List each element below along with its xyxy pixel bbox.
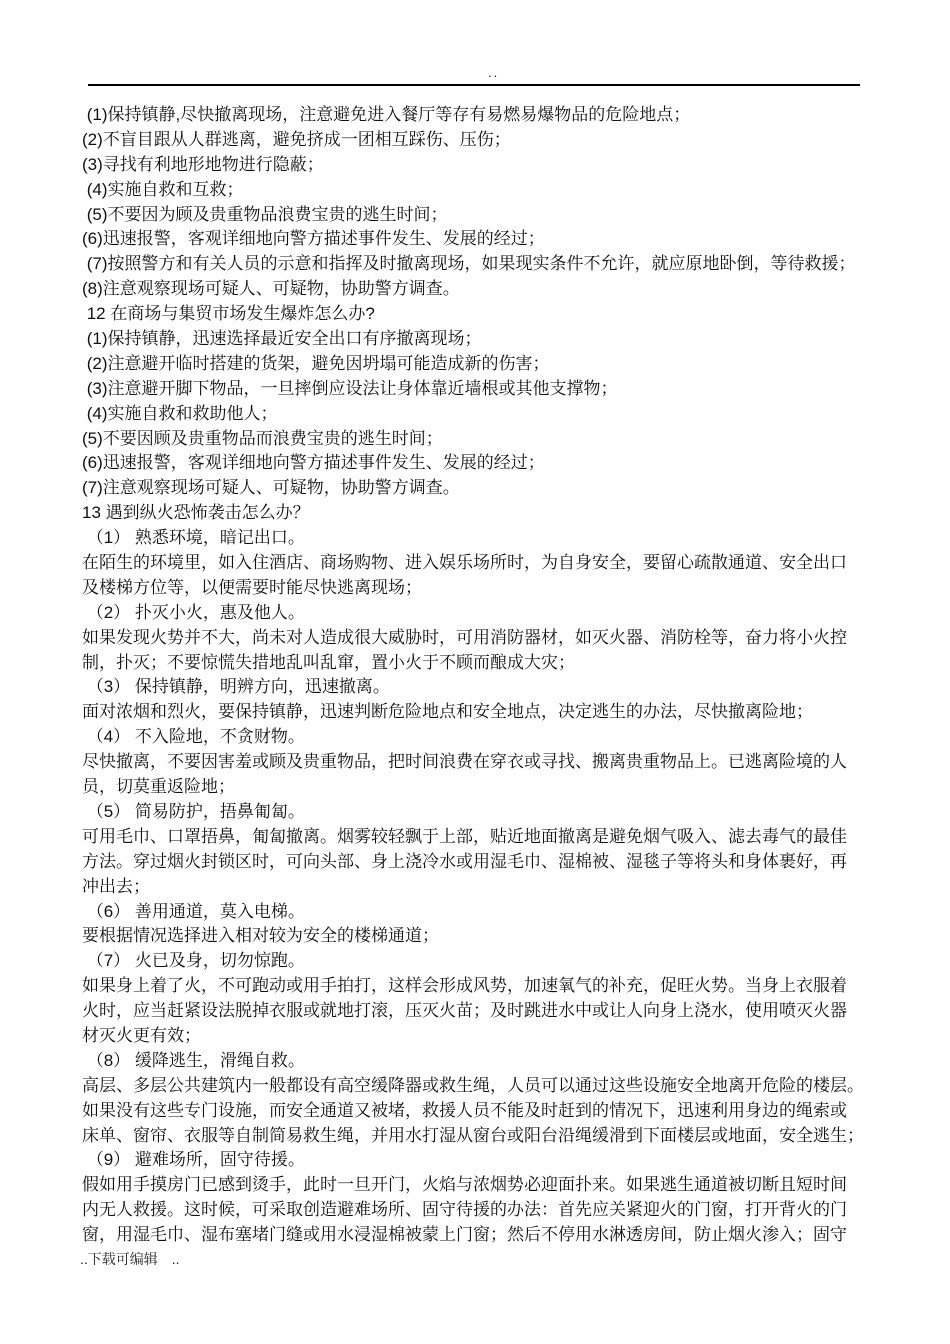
- text-line: 如果没有这些专门设施，而安全通道又被堵，救援人员不能及时赶到的情况下，迅速利用身边的绳索或: [82, 1100, 847, 1120]
- text-line: 可用毛巾、口罩捂鼻，匍匐撤离。烟雾较轻飘于上部，贴近地面撤离是避免烟气吸入、滤去毒气的最佳: [82, 826, 847, 846]
- text-line: 冲出去；: [82, 876, 150, 896]
- text-line: 制，扑灭；不要惊慌失措地乱叫乱窜，置小火于不顾而酿成大灾；: [82, 652, 575, 672]
- text-line: (5)不要因顾及贵重物品而浪费宝贵的逃生时间；: [82, 428, 443, 448]
- text-line: 13 遇到纵火恐怖袭击怎么办？: [82, 503, 310, 523]
- text-line: 假如用手摸房门已感到烫手，此时一旦开门，火焰与浓烟势必迎面扑来。如果逃生通道被切断且短时间: [82, 1175, 847, 1195]
- text-line: （5） 简易防护，捂鼻匍匐。: [82, 801, 305, 821]
- text-line: 方法。穿过烟火封锁区时，可向头部、身上浇冷水或用湿毛巾、湿棉被、湿毯子等将头和身体裹好，再: [82, 851, 847, 871]
- text-line: (2)注意避开临时搭建的货架，避免因坍塌可能造成新的伤害；: [82, 353, 550, 373]
- text-line: （7） 火已及身，切勿惊跑。: [82, 951, 305, 971]
- text-line: 及楼梯方位等，以便需要时能尽快逃离现场；: [82, 577, 422, 597]
- text-line: (1)保持镇静，迅速选择最近安全出口有序撤离现场；: [82, 329, 482, 349]
- text-line: (8)注意观察现场可疑人、可疑物，协助警方调查。: [82, 279, 460, 299]
- text-line: 内无人救援。这时候，可采取创造避难场所、固守待援的办法：首先应关紧迎火的门窗，打开背火的门: [82, 1200, 847, 1220]
- text-line: 火时，应当赶紧设法脱掉衣服或就地打滚，压灭火苗；及时跳进水中或让人向身上浇水，使用喷灭火器: [82, 1001, 847, 1021]
- text-line: 12 在商场与集贸市场发生爆炸怎么办?: [82, 304, 375, 324]
- text-line: (6)迅速报警，客观详细地向警方描述事件发生、发展的经过；: [82, 453, 545, 473]
- header-divider: [88, 84, 860, 86]
- text-line: 在陌生的环境里，如入住酒店、商场购物、进入娱乐场所时，为自身安全，要留心疏散通道、安全出口: [82, 553, 847, 573]
- text-line: 尽快撤离，不要因害羞或顾及贵重物品，把时间浪费在穿衣或寻找、搬离贵重物品上。已逃离险境的人: [82, 752, 847, 772]
- text-line: (4)实施自救和救助他人；: [82, 403, 278, 423]
- text-line: (7)按照警方和有关人员的示意和指挥及时撤离现场，如果现实条件不允许，就应原地卧倒，等待救援；: [82, 254, 856, 274]
- text-line: 要根据情况选择进入相对较为安全的楼梯通道；: [82, 926, 439, 946]
- text-line: (7)注意观察现场可疑人、可疑物，协助警方调查。: [82, 478, 460, 498]
- text-line: （1） 熟悉环境，暗记出口。: [82, 528, 305, 548]
- text-line: (4)实施自救和互救；: [82, 179, 244, 199]
- text-line: （3） 保持镇静，明辨方向，迅速撤离。: [82, 677, 390, 697]
- text-line: （9） 避难场所，固守待援。: [82, 1150, 305, 1170]
- text-line: （4） 不入险地，不贪财物。: [82, 727, 305, 747]
- text-line: （2） 扑灭小火，惠及他人。: [82, 602, 305, 622]
- text-line: (6)迅速报警，客观详细地向警方描述事件发生、发展的经过；: [82, 229, 545, 249]
- text-line: 床单、窗帘、衣服等自制简易救生绳，并用水打湿从窗台或阳台沿绳缓滑到下面楼层或地面，安全逃生；: [82, 1125, 864, 1145]
- text-line: (3)注意避开脚下物品，一旦摔倒应设法让身体靠近墙根或其他支撑物；: [82, 378, 618, 398]
- text-line: (2)不盲目跟从人群逃离，避免挤成一团相互踩伤、压伤；: [82, 129, 511, 149]
- text-line: (1)保持镇静,尽快撤离现场，注意避免进入餐厅等存有易燃易爆物品的危险地点；: [82, 105, 691, 124]
- text-line: 面对浓烟和烈火，要保持镇静，迅速判断危险地点和安全地点，决定逃生的办法，尽快撤离险地；: [82, 702, 813, 722]
- header-mark: ..: [488, 65, 500, 80]
- text-line: 材灭火更有效；: [82, 1025, 201, 1045]
- document-body: [82, 103, 872, 1248]
- text-line: (5)不要因为顾及贵重物品浪费宝贵的逃生时间；: [82, 204, 448, 224]
- text-line: 员，切莫重返险地；: [82, 777, 235, 797]
- text-line: 窗，用湿毛巾、湿布塞堵门缝或用水浸湿棉被蒙上门窗；然后不停用水淋透房间，防止烟火渗入；固守: [82, 1225, 847, 1245]
- text-line: 高层、多层公共建筑内一般都设有高空缓降器或救生绳，人员可以通过这些设施安全地离开危险的楼层。: [82, 1075, 864, 1095]
- text-line: （8） 缓降逃生，滑绳自救。: [82, 1050, 305, 1070]
- text-line: (3)寻找有利地形地物进行隐蔽；: [82, 154, 324, 174]
- text-line: 如果发现火势并不大，尚未对人造成很大威胁时，可用消防器材，如灭火器、消防栓等，奋力将小火控: [82, 627, 847, 647]
- text-line: （6） 善用通道，莫入电梯。: [82, 901, 305, 921]
- footer-text: ..下载可编辑 ..: [80, 1251, 180, 1267]
- text-line: 如果身上着了火，不可跑动或用手拍打，这样会形成风势，加速氧气的补充，促旺火势。当身上衣服着: [82, 976, 847, 996]
